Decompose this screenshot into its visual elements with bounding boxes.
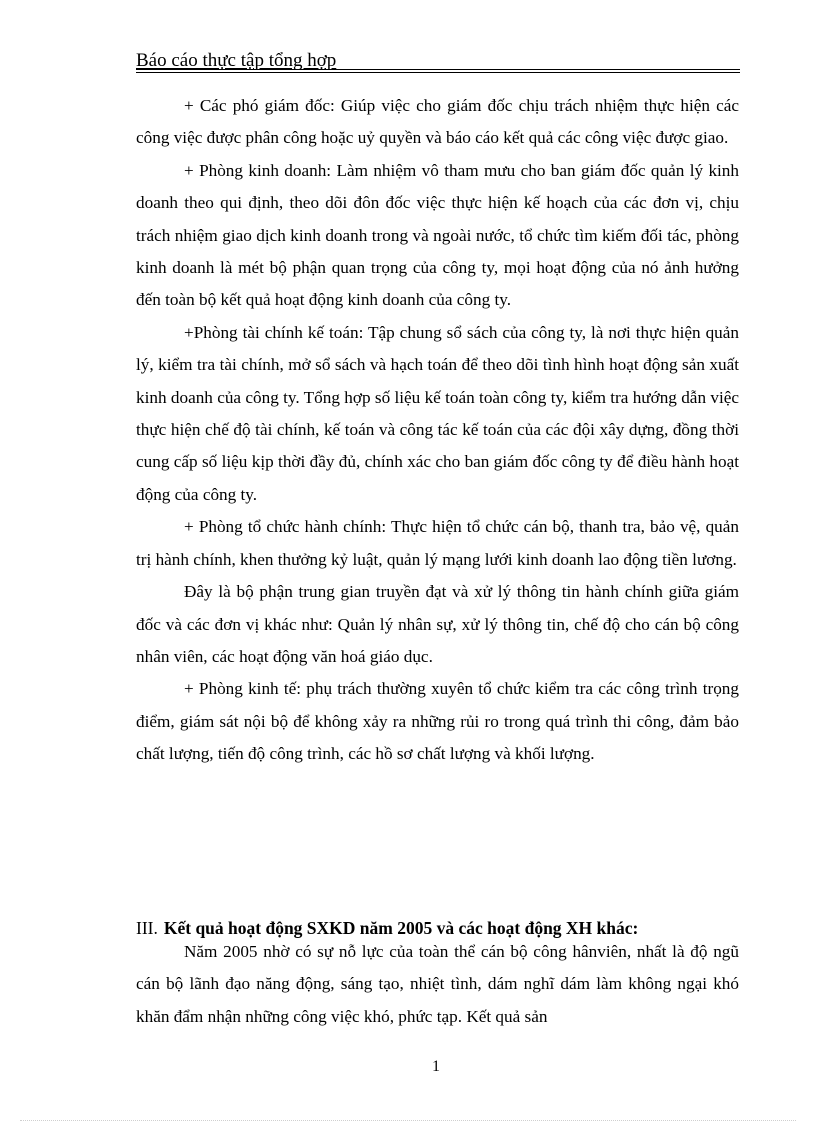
page-bottom-border — [20, 1120, 796, 1121]
paragraph-economics-department: + Phòng kinh tế: phụ trách thường xuyên tổ chức kiểm tra các công trình trọng điểm, giám sát nội bộ để không xảy ra những rủi ro trong quá trình thi công, đảm bảo chất lượng, tiến độ công trình, các hồ sơ chất lượng và khối lượng. — [136, 679, 739, 764]
header-rule-thick — [136, 69, 740, 70]
paragraph-vice-directors: + Các phó giám đốc: Giúp việc cho giám đốc chịu trách nhiệm thực hiện các công việc được phân công hoặc uỷ quyền và báo cáo kết quả các công việc được giao. — [136, 96, 739, 148]
paragraph-finance-accounting: +Phòng tài chính kế toán: Tập chung sổ sách của công ty, là nơi thực hiện quản lý, kiểm tra tài chính, mở sổ sách và hạch toán để theo dõi tình hình hoạt động sản xuất kinh doanh của công ty. Tổng hợp số liệu kế toán toàn công ty, kiểm tra hướng dẫn việc thực hiện chế độ tài chính, kế toán và công tác kế toán của các đội xây dựng, đồng thời cung cấp số liệu kịp thời đầy đủ, chính xác cho ban giám đốc công ty để điều hành hoạt động của công ty. — [136, 322, 739, 504]
header-title: Báo cáo thực tập tổng hợp — [136, 50, 337, 71]
section-heading-text: Kết quả hoạt động SXKD năm 2005 và các hoạt động XH khác: — [163, 918, 639, 938]
page-header — [136, 50, 740, 76]
page-number: 1 — [432, 1058, 440, 1075]
section-paragraph: Năm 2005 nhờ có sự nỗ lực của toàn thể cán bộ công hânviên, nhất là độ ngũ cán bộ lãnh đạo năng động, sáng tạo, nhiệt tình, dám nghĩ dám làm không ngại khó khăn đẩm nhận những công việc khó, phức tạp. Kết quả sản — [136, 942, 739, 1026]
paragraph-intermediary-role: Đây là bộ phận trung gian truyền đạt và xử lý thông tin hành chính giữa giám đốc và các đơn vị khác như: Quản lý nhân sự, xử lý thông tin, chế độ cho cán bộ công nhân viên, các hoạt động văn hoá giáo dục. — [136, 582, 739, 666]
section-body — [136, 936, 739, 1033]
paragraph-business-department: + Phòng kinh doanh: Làm nhiệm vô tham mưu cho ban giám đốc quản lý kinh doanh theo qui định, theo dõi đôn đốc việc thực hiện kế hoạch của các đơn vị, chịu trách nhiệm giao dịch kinh doanh trong và ngoài nước, tổ chức tìm kiếm đối tác, phòng kinh doanh là mét bộ phận quan trọng của công ty, mọi hoạt động của nó ảnh hưởng đến toàn bộ kết quả hoạt động kinh doanh của công ty. — [136, 160, 739, 310]
header-rule-thin — [136, 72, 740, 73]
paragraph-administration: + Phòng tổ chức hành chính: Thực hiện tổ chức cán bộ, thanh tra, bảo vệ, quản trị hành chính, khen thưởng kỷ luật, quản lý mạng lưới kinh doanh lao động tiền lương. — [136, 517, 739, 569]
section-numeral: III. — [136, 918, 158, 938]
document-body — [136, 90, 739, 771]
